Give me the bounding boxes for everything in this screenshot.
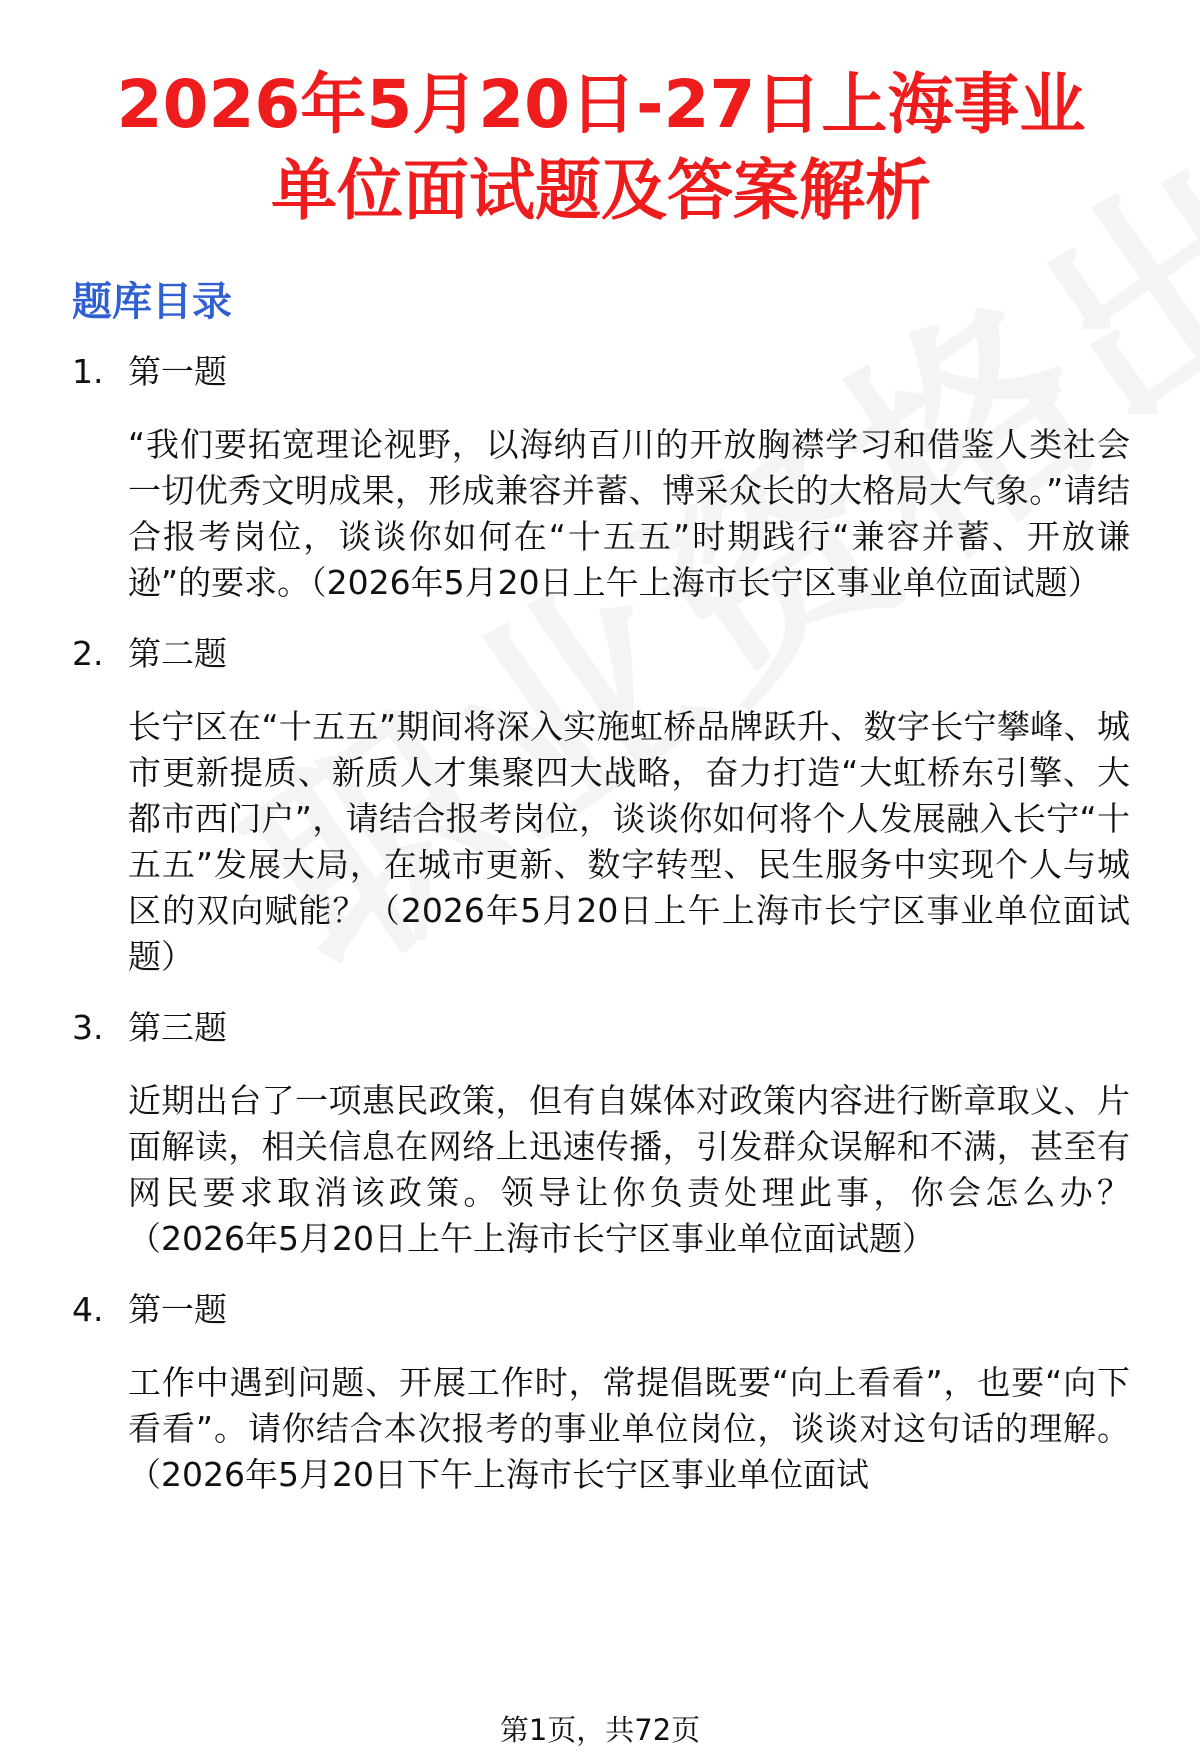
question-item <box>72 1004 1130 1262</box>
question-label: 第二题 <box>128 634 227 673</box>
question-number: 3. <box>72 1008 104 1047</box>
question-header <box>72 630 1130 678</box>
question-text: 工作中遇到问题、开展工作时，常提倡既要“向上看看”，也要“向下看看”。请你结合本次报考的事业单位岗位，谈谈对这句话的理解。（2026年5月20日下午上海市长宁区事业单位面试 <box>128 1363 1130 1494</box>
question-header <box>72 1004 1130 1052</box>
question-label: 第一题 <box>128 352 227 391</box>
page-footer: 第1页，共72页 <box>499 1713 701 1747</box>
question-item <box>72 348 1130 606</box>
question-header <box>72 348 1130 396</box>
toc-heading: 题库目录 <box>72 279 232 325</box>
question-header <box>72 1286 1130 1334</box>
question-number: 4. <box>72 1290 104 1329</box>
question-text: 近期出台了一项惠民政策，但有自媒体对政策内容进行断章取义、片面解读，相关信息在网络上迅速传播，引发群众误解和不满，甚至有网民要求取消该政策。领导让你负责处理此事，你会怎么办？（2026年5月20日上午上海市长宁区事业单位面试题） <box>128 1081 1130 1258</box>
question-item <box>72 1286 1130 1498</box>
document-title: 2026年5月20日-27日上海事业单位面试题及答案解析 <box>116 66 1086 229</box>
question-text: 长宁区在“十五五”期间将深入实施虹桥品牌跃升、数字长宁攀峰、城市更新提质、新质人才集聚四大战略，奋力打造“大虹桥东引擎、大都市西门户”，请结合报考岗位，谈谈你如何将个人发展融入长宁“十五五”发展大局，在城市更新、数字转型、民生服务中实现个人与城区的双向赋能？（2026年5月20日上午上海市长宁区事业单位面试题） <box>128 707 1130 976</box>
question-list <box>72 348 1130 1498</box>
question-number: 2. <box>72 634 104 673</box>
question-label: 第三题 <box>128 1008 227 1047</box>
question-number: 1. <box>72 352 104 391</box>
question-label: 第一题 <box>128 1290 227 1329</box>
question-item <box>72 630 1130 980</box>
question-text: “我们要拓宽理论视野，以海纳百川的开放胸襟学习和借鉴人类社会一切优秀文明成果，形成兼容并蓄、博采众长的大格局大气象。”请结合报考岗位，谈谈你如何在“十五五”时期践行“兼容并蓄、开放谦逊”的要求。（2026年5月20日上午上海市长宁区事业单位面试题） <box>128 425 1130 602</box>
